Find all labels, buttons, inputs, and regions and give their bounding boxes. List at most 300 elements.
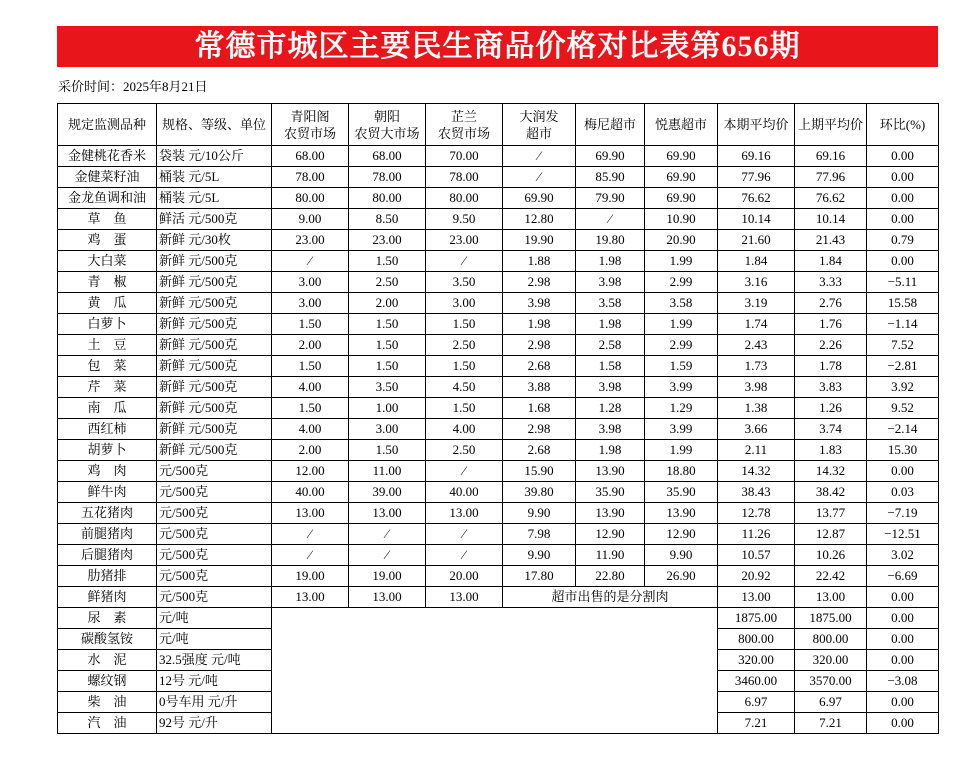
table-row (58, 524, 939, 545)
price-cell: ⁄ (272, 251, 349, 272)
price-cell: 0.79 (867, 230, 939, 251)
header-cell (718, 104, 795, 146)
price-cell: 19.80 (576, 230, 645, 251)
commodity-spec: 桶装 元/5L (157, 188, 272, 209)
price-cell: 7.98 (503, 524, 576, 545)
commodity-spec: 新鲜 元/500克 (157, 251, 272, 272)
commodity-spec: 92号 元/升 (157, 713, 272, 734)
header-cell (867, 104, 939, 146)
price-cell: 40.00 (426, 482, 503, 503)
price-cell: 800.00 (795, 629, 867, 650)
price-cell: 9.52 (867, 398, 939, 419)
commodity-spec: 0号车用 元/升 (157, 692, 272, 713)
price-cell: 0.00 (867, 167, 939, 188)
price-cell: 1.98 (576, 314, 645, 335)
price-cell: 19.00 (272, 566, 349, 587)
price-cell: 14.32 (795, 461, 867, 482)
price-cell: 6.97 (795, 692, 867, 713)
price-cell: 2.00 (272, 440, 349, 461)
price-cell: 22.42 (795, 566, 867, 587)
price-cell: 1.29 (645, 398, 718, 419)
commodity-spec: 元/500克 (157, 461, 272, 482)
price-cell: 35.90 (645, 482, 718, 503)
table-row (58, 209, 939, 230)
price-cell: 3.99 (645, 377, 718, 398)
header-label: 上期平均价 (797, 117, 863, 132)
price-cell: 1.50 (426, 398, 503, 419)
header-label: 农贸大市场 (354, 125, 420, 141)
price-cell: 20.92 (718, 566, 795, 587)
price-cell: 1.68 (503, 398, 576, 419)
price-cell: 3.00 (272, 293, 349, 314)
table-row (58, 335, 939, 356)
price-cell: 1.50 (426, 356, 503, 377)
header-cell (576, 104, 645, 146)
commodity-spec: 32.5强度 元/吨 (157, 650, 272, 671)
price-cell: 26.90 (645, 566, 718, 587)
price-cell: 69.16 (718, 146, 795, 167)
table-row (58, 314, 939, 335)
commodity-spec: 鲜活 元/500克 (157, 209, 272, 230)
price-cell: 20.00 (426, 566, 503, 587)
price-cell: 18.80 (645, 461, 718, 482)
survey-date: 采价时间：2025年8月21日 (58, 79, 208, 94)
price-cell: 14.32 (718, 461, 795, 482)
header-cell (645, 104, 718, 146)
commodity-name: 鸡 肉 (58, 461, 157, 482)
price-cell: 77.96 (718, 167, 795, 188)
price-cell: 13.00 (426, 587, 503, 608)
price-cell: 11.26 (718, 524, 795, 545)
price-cell: 12.00 (272, 461, 349, 482)
price-cell: 13.00 (718, 587, 795, 608)
commodity-spec: 新鲜 元/500克 (157, 293, 272, 314)
price-cell: 1.98 (576, 440, 645, 461)
empty-block (272, 608, 718, 734)
commodity-name: 柴 油 (58, 692, 157, 713)
price-cell: ⁄ (426, 251, 503, 272)
price-cell: 2.00 (349, 293, 426, 314)
commodity-name: 鸡 蛋 (58, 230, 157, 251)
price-cell: 1.73 (718, 356, 795, 377)
price-cell: 77.96 (795, 167, 867, 188)
commodity-spec: 新鲜 元/30枚 (157, 230, 272, 251)
price-cell: 3.88 (503, 377, 576, 398)
commodity-name: 黄 瓜 (58, 293, 157, 314)
commodity-spec: 新鲜 元/500克 (157, 272, 272, 293)
price-cell: 80.00 (272, 188, 349, 209)
price-cell: 40.00 (272, 482, 349, 503)
header-label: 农贸市场 (283, 125, 336, 141)
price-cell: 70.00 (426, 146, 503, 167)
header-cell (349, 104, 426, 146)
commodity-spec: 元/500克 (157, 482, 272, 503)
price-cell: 69.90 (645, 167, 718, 188)
header-cell (272, 104, 349, 146)
price-cell: 10.26 (795, 545, 867, 566)
price-cell: 4.00 (272, 419, 349, 440)
price-cell: 69.90 (645, 188, 718, 209)
price-cell: 2.43 (718, 335, 795, 356)
price-cell: 23.00 (349, 230, 426, 251)
price-cell: 3.58 (645, 293, 718, 314)
page-title: 常德市城区主要民生商品价格对比表第656期 (57, 26, 938, 67)
header-cell (157, 104, 272, 146)
table-row (58, 482, 939, 503)
price-cell: 3.19 (718, 293, 795, 314)
price-cell: 39.00 (349, 482, 426, 503)
supermarket-note: 超市出售的是分割肉 (503, 587, 718, 608)
price-cell: 1.83 (795, 440, 867, 461)
price-cell: 9.90 (503, 545, 576, 566)
price-cell: −2.81 (867, 356, 939, 377)
price-cell: 80.00 (349, 188, 426, 209)
table-row (58, 188, 939, 209)
price-cell: 15.90 (503, 461, 576, 482)
header-cell (503, 104, 576, 146)
commodity-name: 碳酸氢铵 (58, 629, 157, 650)
price-cell: 1.00 (349, 398, 426, 419)
header-label: 大润发 (519, 108, 559, 124)
price-cell: 4.50 (426, 377, 503, 398)
commodity-name: 汽 油 (58, 713, 157, 734)
price-cell: 1.99 (645, 440, 718, 461)
price-cell: ⁄ (503, 167, 576, 188)
price-cell: 19.90 (503, 230, 576, 251)
price-cell: 13.90 (576, 503, 645, 524)
price-cell: 0.00 (867, 692, 939, 713)
header-label: 本期平均价 (723, 117, 789, 132)
price-cell: 0.00 (867, 209, 939, 230)
price-cell: 4.00 (426, 419, 503, 440)
price-cell: 11.90 (576, 545, 645, 566)
price-cell: 0.00 (867, 587, 939, 608)
commodity-name: 鲜牛肉 (58, 482, 157, 503)
header-label: 超市 (525, 125, 552, 141)
price-cell: 6.97 (718, 692, 795, 713)
price-cell: 1.59 (645, 356, 718, 377)
header-label: 梅尼超市 (583, 117, 636, 132)
price-cell: 1.50 (349, 251, 426, 272)
table-row (58, 293, 939, 314)
commodity-spec: 元/500克 (157, 503, 272, 524)
table-row (58, 398, 939, 419)
commodity-spec: 新鲜 元/500克 (157, 419, 272, 440)
price-cell: 0.00 (867, 650, 939, 671)
price-cell: ⁄ (426, 461, 503, 482)
price-cell: 8.50 (349, 209, 426, 230)
table-row (58, 587, 939, 608)
price-cell: −2.14 (867, 419, 939, 440)
header-label: 芷兰 (450, 108, 477, 124)
price-cell: ⁄ (349, 524, 426, 545)
price-cell: 3.00 (426, 293, 503, 314)
table-row (58, 167, 939, 188)
price-cell: 13.00 (426, 503, 503, 524)
price-cell: ⁄ (426, 545, 503, 566)
price-cell: 0.00 (867, 188, 939, 209)
price-cell: −1.14 (867, 314, 939, 335)
price-cell: ⁄ (503, 146, 576, 167)
price-cell: 320.00 (718, 650, 795, 671)
price-cell: 3.00 (272, 272, 349, 293)
price-cell: 79.90 (576, 188, 645, 209)
table-row (58, 419, 939, 440)
price-cell: 9.00 (272, 209, 349, 230)
price-cell: −12.51 (867, 524, 939, 545)
commodity-name: 包 菜 (58, 356, 157, 377)
commodity-name: 胡萝卜 (58, 440, 157, 461)
price-cell: 3.74 (795, 419, 867, 440)
price-cell: 1.84 (718, 251, 795, 272)
price-cell: 12.80 (503, 209, 576, 230)
header-label: 青阳阁 (290, 108, 330, 124)
price-cell: 2.00 (272, 335, 349, 356)
price-cell: 13.90 (576, 461, 645, 482)
price-cell: 9.90 (645, 545, 718, 566)
price-cell: 3.66 (718, 419, 795, 440)
price-cell: 1875.00 (795, 608, 867, 629)
price-cell: 21.60 (718, 230, 795, 251)
price-cell: 1.50 (426, 314, 503, 335)
commodity-spec: 元/吨 (157, 629, 272, 650)
price-cell: 80.00 (426, 188, 503, 209)
commodity-name: 草 鱼 (58, 209, 157, 230)
price-cell: 69.90 (645, 146, 718, 167)
price-cell: 1.50 (349, 440, 426, 461)
price-cell: 1.38 (718, 398, 795, 419)
table-row (58, 251, 939, 272)
price-cell: ⁄ (272, 545, 349, 566)
table-row (58, 608, 939, 629)
price-cell: −3.08 (867, 671, 939, 692)
table-row (58, 566, 939, 587)
price-cell: 0.00 (867, 461, 939, 482)
price-cell: 3.98 (718, 377, 795, 398)
price-cell: 3.00 (349, 419, 426, 440)
header-label: 悦惠超市 (654, 117, 707, 132)
price-cell: 1.98 (576, 251, 645, 272)
price-cell: 1.50 (349, 314, 426, 335)
price-cell: 23.00 (426, 230, 503, 251)
commodity-name: 芹 菜 (58, 377, 157, 398)
price-cell: 1.88 (503, 251, 576, 272)
price-cell: 3570.00 (795, 671, 867, 692)
price-cell: 38.42 (795, 482, 867, 503)
price-cell: 3.16 (718, 272, 795, 293)
price-cell: 1.76 (795, 314, 867, 335)
commodity-name: 南 瓜 (58, 398, 157, 419)
commodity-spec: 袋装 元/10公斤 (157, 146, 272, 167)
table-header (58, 104, 939, 146)
price-cell: 320.00 (795, 650, 867, 671)
price-cell: 3.50 (426, 272, 503, 293)
price-cell: 38.43 (718, 482, 795, 503)
price-cell: 76.62 (795, 188, 867, 209)
commodity-name: 鲜猪肉 (58, 587, 157, 608)
price-table (57, 103, 939, 734)
table-row (58, 272, 939, 293)
commodity-name: 尿 素 (58, 608, 157, 629)
price-cell: 23.00 (272, 230, 349, 251)
price-cell: 0.00 (867, 608, 939, 629)
header-label: 农贸市场 (437, 125, 490, 141)
price-cell: 1.99 (645, 251, 718, 272)
price-cell: 3.58 (576, 293, 645, 314)
price-cell: 2.99 (645, 335, 718, 356)
price-cell: −5.11 (867, 272, 939, 293)
price-cell: 3.98 (503, 293, 576, 314)
price-cell: 10.14 (795, 209, 867, 230)
price-cell: 12.87 (795, 524, 867, 545)
header-label: 规格、等级、单位 (161, 117, 266, 132)
price-cell: ⁄ (576, 209, 645, 230)
price-cell: 1.28 (576, 398, 645, 419)
table-row (58, 356, 939, 377)
price-cell: 10.57 (718, 545, 795, 566)
price-cell: 0.00 (867, 146, 939, 167)
price-cell: 1.50 (349, 356, 426, 377)
price-cell: 7.21 (718, 713, 795, 734)
price-cell: 13.00 (349, 503, 426, 524)
price-cell: 3.98 (576, 419, 645, 440)
table-row (58, 503, 939, 524)
commodity-name: 后腿猪肉 (58, 545, 157, 566)
commodity-spec: 元/500克 (157, 524, 272, 545)
price-cell: 2.68 (503, 440, 576, 461)
price-cell: 2.68 (503, 356, 576, 377)
commodity-spec: 12号 元/吨 (157, 671, 272, 692)
price-cell: 3.99 (645, 419, 718, 440)
price-cell: 3.92 (867, 377, 939, 398)
table-row (58, 377, 939, 398)
price-cell: 13.00 (272, 503, 349, 524)
price-cell: 0.00 (867, 713, 939, 734)
price-cell: 2.58 (576, 335, 645, 356)
price-cell: 7.52 (867, 335, 939, 356)
header-cell (426, 104, 503, 146)
price-cell: 10.90 (645, 209, 718, 230)
commodity-spec: 新鲜 元/500克 (157, 377, 272, 398)
price-cell: 3.02 (867, 545, 939, 566)
price-cell: 2.50 (426, 335, 503, 356)
price-cell: 2.50 (349, 272, 426, 293)
table-row (58, 461, 939, 482)
price-cell: 2.99 (645, 272, 718, 293)
price-cell: 1.58 (576, 356, 645, 377)
price-cell: 1.99 (645, 314, 718, 335)
commodity-spec: 新鲜 元/500克 (157, 335, 272, 356)
commodity-spec: 元/500克 (157, 545, 272, 566)
commodity-name: 金健菜籽油 (58, 167, 157, 188)
price-cell: 3.50 (349, 377, 426, 398)
price-cell: 1.74 (718, 314, 795, 335)
price-cell: 15.30 (867, 440, 939, 461)
price-cell: 78.00 (349, 167, 426, 188)
commodity-name: 五花猪肉 (58, 503, 157, 524)
table-body (58, 146, 939, 734)
price-cell: 76.62 (718, 188, 795, 209)
commodity-name: 金龙鱼调和油 (58, 188, 157, 209)
price-cell: −6.69 (867, 566, 939, 587)
price-cell: 11.00 (349, 461, 426, 482)
commodity-name: 土 豆 (58, 335, 157, 356)
commodity-spec: 元/500克 (157, 587, 272, 608)
price-cell: 3.98 (576, 377, 645, 398)
commodity-spec: 元/500克 (157, 566, 272, 587)
price-cell: 85.90 (576, 167, 645, 188)
commodity-name: 肋猪排 (58, 566, 157, 587)
price-cell: 7.21 (795, 713, 867, 734)
price-cell: ⁄ (349, 545, 426, 566)
price-cell: 68.00 (349, 146, 426, 167)
price-cell: 1.84 (795, 251, 867, 272)
commodity-name: 水 泥 (58, 650, 157, 671)
price-cell: 21.43 (795, 230, 867, 251)
price-cell: 9.90 (503, 503, 576, 524)
price-cell: 2.76 (795, 293, 867, 314)
price-cell: 13.00 (349, 587, 426, 608)
table-row (58, 545, 939, 566)
commodity-spec: 新鲜 元/500克 (157, 314, 272, 335)
price-cell: 2.50 (426, 440, 503, 461)
price-cell: 13.00 (272, 587, 349, 608)
price-cell: 1.98 (503, 314, 576, 335)
price-cell: −7.19 (867, 503, 939, 524)
price-cell: 69.90 (576, 146, 645, 167)
price-cell: 68.00 (272, 146, 349, 167)
price-cell: ⁄ (426, 524, 503, 545)
commodity-name: 螺纹钢 (58, 671, 157, 692)
price-cell: 1.50 (272, 314, 349, 335)
header-label: 环比(%) (879, 117, 926, 132)
price-cell: 12.90 (576, 524, 645, 545)
price-cell: 2.98 (503, 335, 576, 356)
price-cell: 22.80 (576, 566, 645, 587)
price-cell: 12.90 (645, 524, 718, 545)
price-cell: 15.58 (867, 293, 939, 314)
price-cell: 78.00 (272, 167, 349, 188)
price-cell: 13.77 (795, 503, 867, 524)
commodity-name: 大白菜 (58, 251, 157, 272)
price-cell: 39.80 (503, 482, 576, 503)
price-cell: 2.98 (503, 272, 576, 293)
price-cell: 17.80 (503, 566, 576, 587)
price-cell: 2.26 (795, 335, 867, 356)
commodity-spec: 新鲜 元/500克 (157, 356, 272, 377)
commodity-name: 青 椒 (58, 272, 157, 293)
table-row (58, 146, 939, 167)
header-cell (795, 104, 867, 146)
price-cell: 2.98 (503, 419, 576, 440)
price-cell: 3.98 (576, 272, 645, 293)
price-cell: 1875.00 (718, 608, 795, 629)
commodity-spec: 新鲜 元/500克 (157, 398, 272, 419)
commodity-name: 前腿猪肉 (58, 524, 157, 545)
commodity-name: 金健桃花香米 (58, 146, 157, 167)
price-cell: 12.78 (718, 503, 795, 524)
price-cell: 0.00 (867, 251, 939, 272)
price-cell: 4.00 (272, 377, 349, 398)
price-cell: 3460.00 (718, 671, 795, 692)
price-cell: 0.00 (867, 629, 939, 650)
header-cell (58, 104, 157, 146)
price-cell: 9.50 (426, 209, 503, 230)
price-cell: 10.14 (718, 209, 795, 230)
commodity-name: 白萝卜 (58, 314, 157, 335)
price-cell: 69.16 (795, 146, 867, 167)
commodity-spec: 桶装 元/5L (157, 167, 272, 188)
